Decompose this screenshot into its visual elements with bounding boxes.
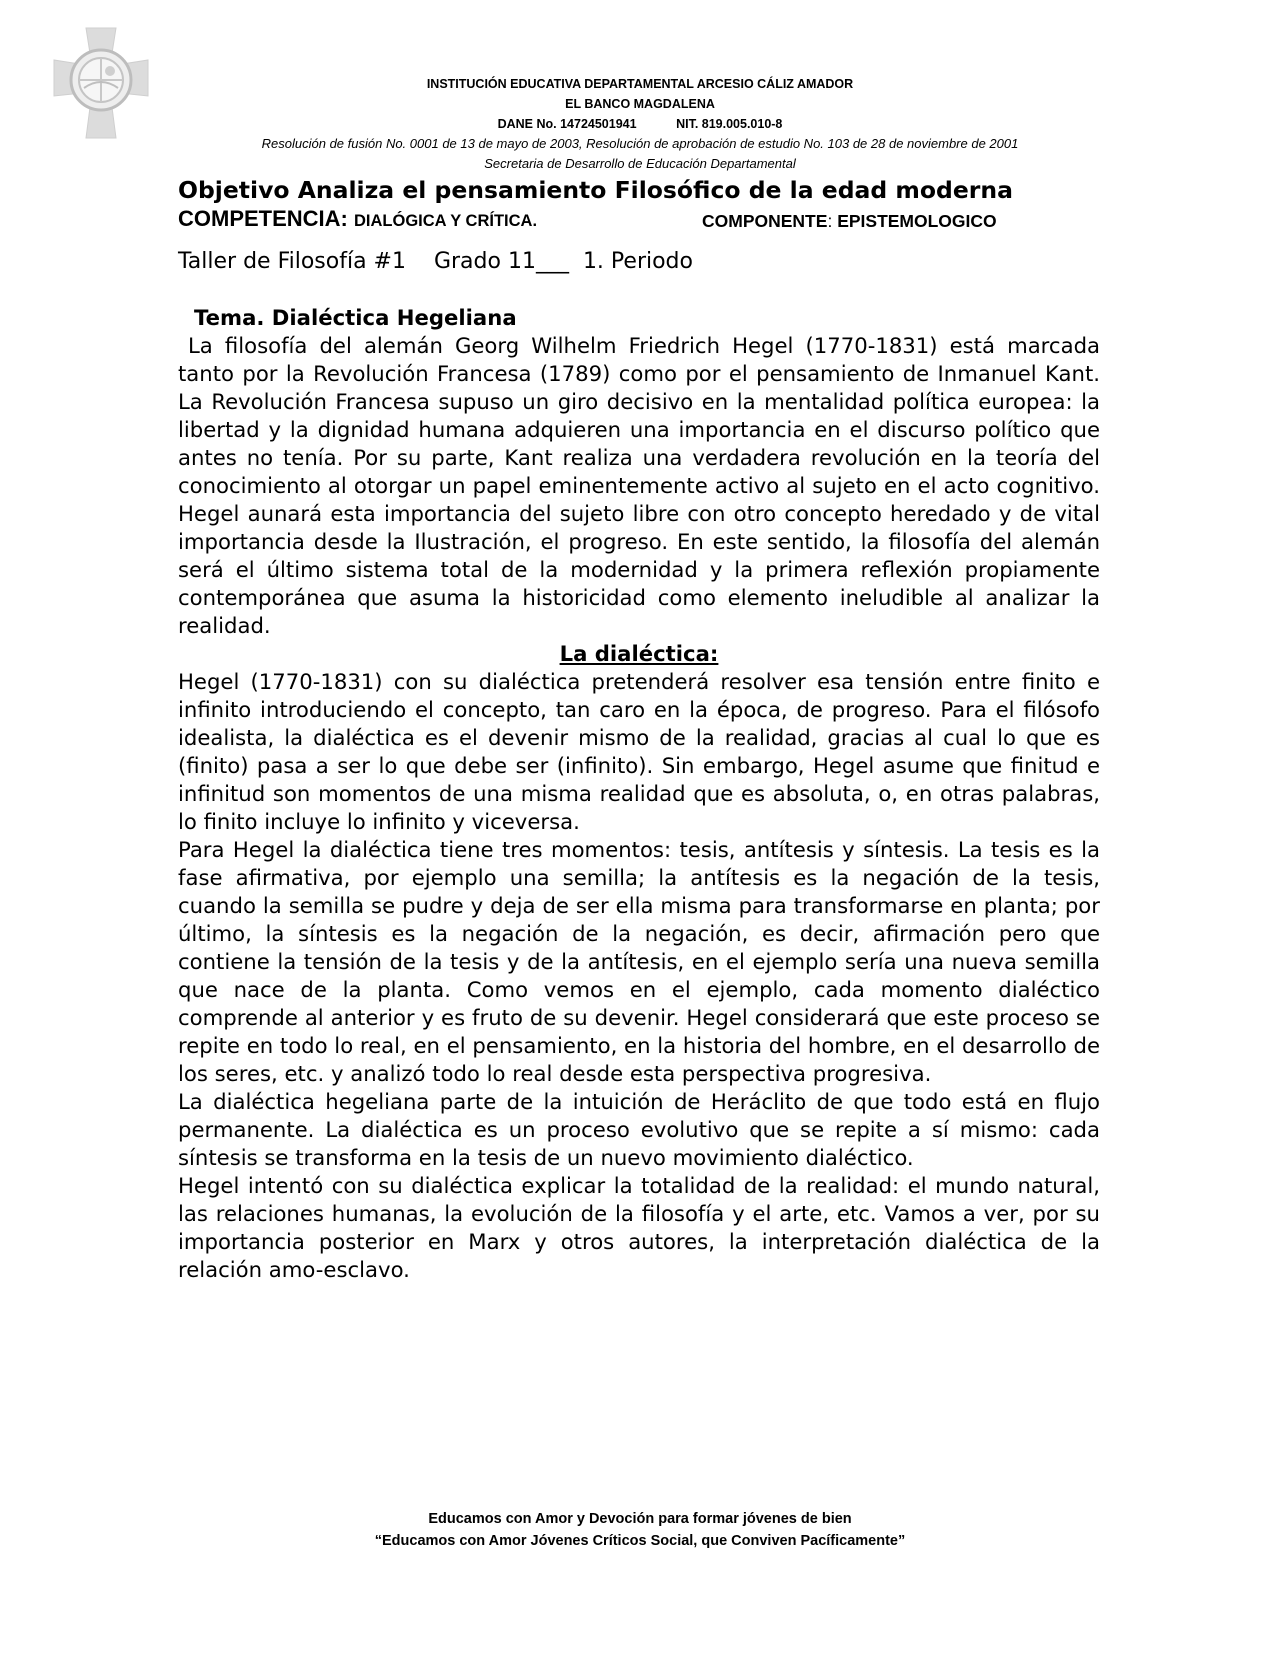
nit-number: NIT. 819.005.010-8	[676, 117, 783, 131]
page-footer	[150, 1508, 1130, 1552]
competencia-label: COMPETENCIA:	[178, 206, 348, 231]
resolution-text: Resolución de fusión No. 0001 de 13 de mayo de 2003, Resolución de aprobación de estudio No. 103 de 28 de noviembre de 2001	[261, 136, 1019, 151]
institution-location: EL BANCO MAGDALENA	[565, 97, 715, 111]
paragraph: La dialéctica hegeliana parte de la intuición de Heráclito de que todo está en flujo permanente. La dialéctica es un proceso evolutivo que se repite a sí mismo: cada síntesis se transforma en la tesis de un nuevo movimiento dialéctico.	[178, 1089, 1100, 1170]
institution-name: INSTITUCIÓN EDUCATIVA DEPARTAMENTAL ARCESIO CÁLIZ AMADOR	[426, 77, 854, 91]
document-body	[178, 304, 1100, 1284]
dane-number: DANE No. 14724501941	[497, 117, 637, 131]
school-header	[150, 74, 1130, 174]
footer-slogan: “Educamos con Amor Jóvenes Críticos Social, que Conviven Pacíficamente”	[374, 1533, 906, 1549]
componente	[702, 207, 997, 235]
taller-line: Taller de Filosofía #1 Grado 11___ 1. Periodo	[178, 249, 693, 274]
secretaria-text: Secretaria de Desarrollo de Educación Departamental	[484, 156, 796, 171]
objective-line: Objetivo Analiza el pensamiento Filosófico de la edad moderna	[178, 176, 1013, 204]
section-heading: La dialéctica:	[559, 641, 719, 666]
paragraph-intro: La filosofía del alemán Georg Wilhelm Friedrich Hegel (1770-1831) está marcada tanto por la Revolución Francesa (1789) como por el pensamiento de Inmanuel Kant. La Revolución Francesa supuso un giro decisivo en la mentalidad política europea: la libertad y la dignidad humana adquieren una importancia en el discurso político que antes no tenía. Por su parte, Kant realiza una verdadera revolución en la teoría del conocimiento al otorgar un papel eminentemente activo al sujeto en el acto cognitivo. Hegel aunará esta importancia del sujeto libre con otro concepto heredado y de vital importancia desde la Ilustración, el progreso. En este sentido, la filosofía del alemán será el último sistema total de la modernidad y la primera reflexión propiamente contemporánea que asuma la historicidad como elemento ineludible al analizar la realidad.	[178, 333, 1100, 638]
componente-value: EPISTEMOLOGICO	[837, 211, 997, 231]
paragraph: Hegel intentó con su dialéctica explicar la totalidad de la realidad: el mundo natural, las relaciones humanas, la evolución de la filosofía y el arte, etc. Vamos a ver, por su importancia posterior en Marx y otros autores, la interpretación dialéctica de la relación amo-esclavo.	[178, 1173, 1100, 1282]
paragraph: Hegel (1770-1831) con su dialéctica pretenderá resolver esa tensión entre finito e infinito introduciendo el concepto, tan caro en la época, de progreso. Para el filósofo idealista, la dialéctica es el devenir mismo de la realidad, gracias al cual lo que es (finito) pasa a ser lo que debe ser (infinito). Sin embargo, Hegel asume que finitud e infinitud son momentos de una misma realidad que es absoluta, o, en otras palabras, lo finito incluye lo infinito y viceversa.	[178, 669, 1100, 834]
componente-label: COMPONENTE	[702, 211, 828, 231]
paragraph: Para Hegel la dialéctica tiene tres momentos: tesis, antítesis y síntesis. La tesis es la fase afirmativa, por ejemplo una semilla; la antítesis es la negación de la tesis, cuando la semilla se pudre y deja de ser ella misma para transformarse en planta; por último, la síntesis es la negación de la negación, es decir, afirmación pero que contiene la tensión de la tesis y de la antítesis, en el ejemplo sería una nueva semilla que nace de la planta. Como vemos en el ejemplo, cada momento dialéctico comprende al anterior y es fruto de su devenir. Hegel considerará que este proceso se repite en todo lo real, en el pensamiento, en la historia del hombre, en el desarrollo de los seres, etc. y analizó todo lo real desde esta perspectiva progresiva.	[178, 837, 1100, 1086]
componente-separator: :	[827, 211, 833, 231]
school-crest-icon	[44, 26, 158, 140]
topic-heading: Tema. Dialéctica Hegeliana	[194, 305, 517, 330]
footer-motto: Educamos con Amor y Devoción para formar jóvenes de bien	[428, 1511, 852, 1527]
competencia-value: DIALÓGICA Y CRÍTICA.	[354, 212, 538, 230]
registration-numbers	[150, 114, 1130, 134]
competencia-line	[178, 205, 1108, 235]
